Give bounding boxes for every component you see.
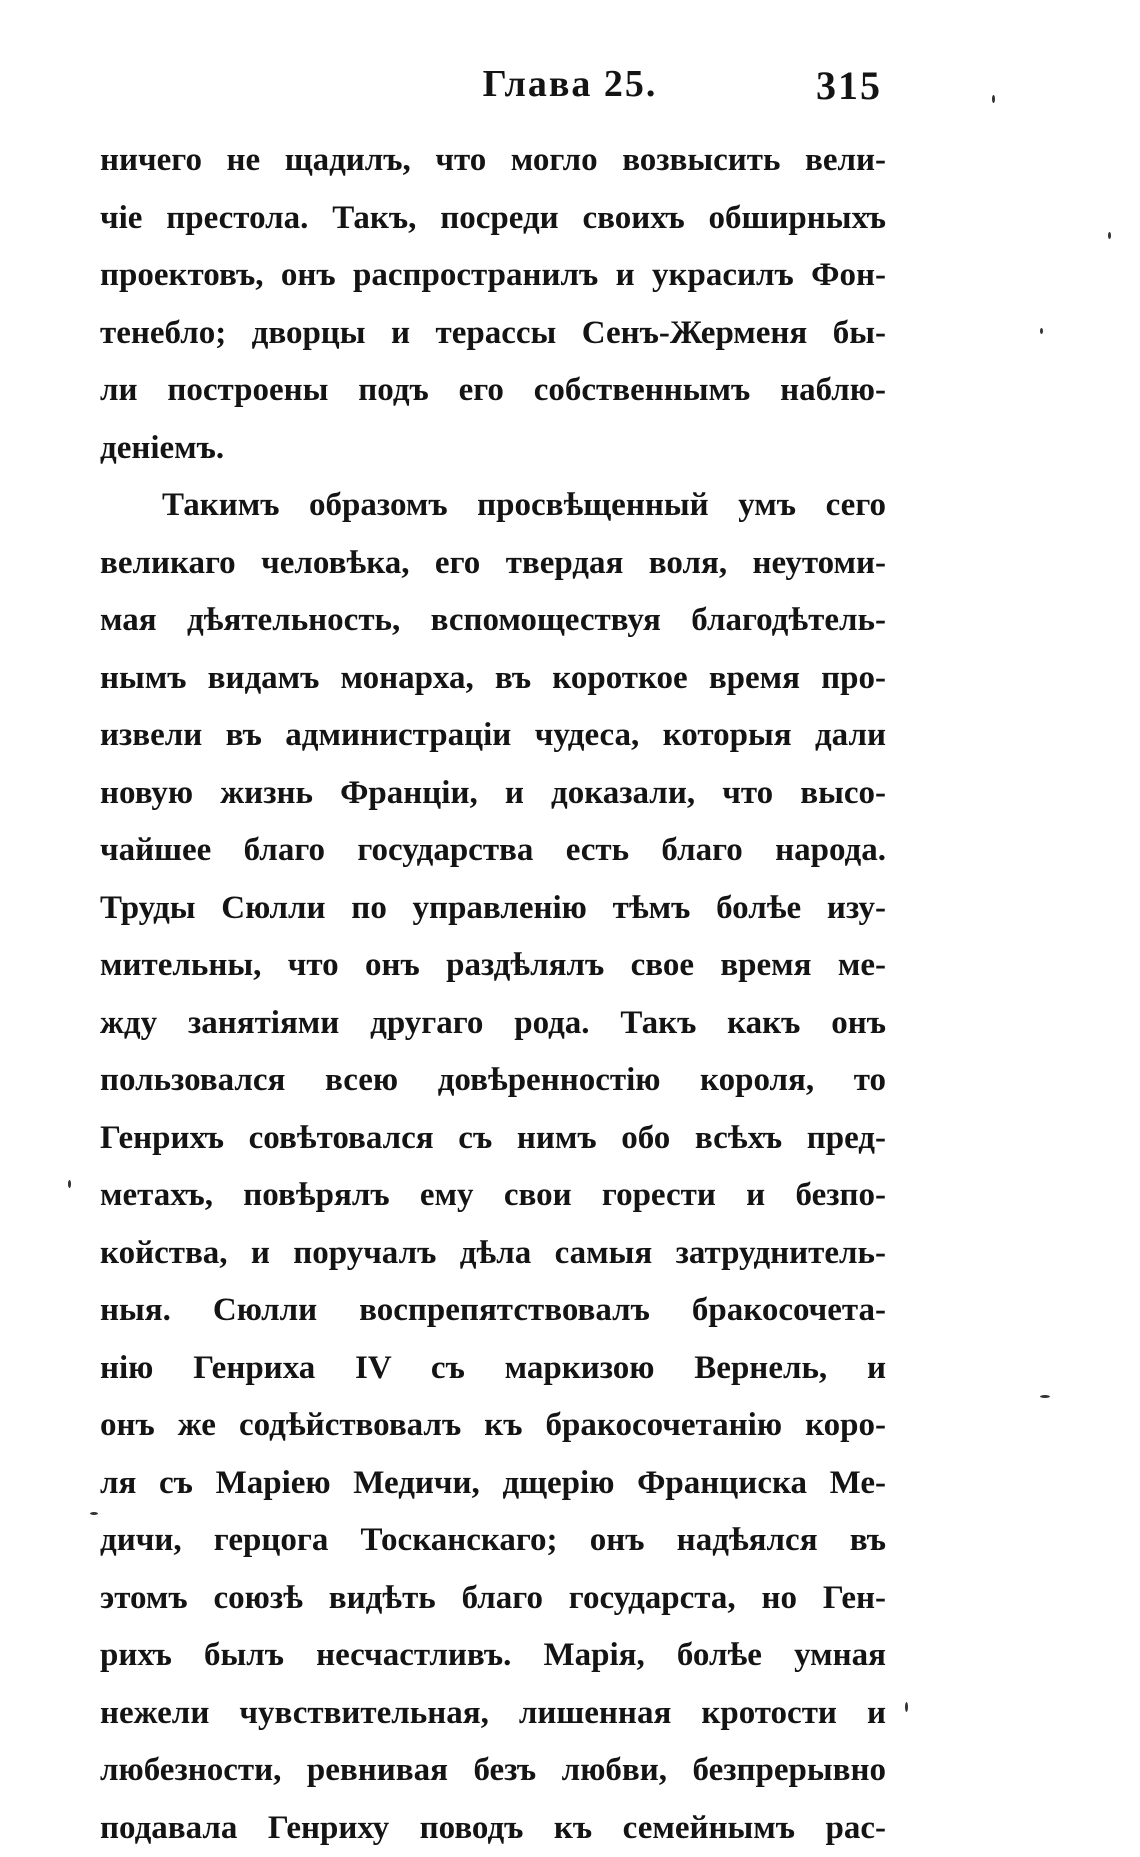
text-line: ли построены подъ его собственнымъ наблю- [100,362,886,420]
scan-speck [68,1180,71,1188]
text-line: Генрихъ совѣтовался съ нимъ обо всѣхъ пред- [100,1110,886,1168]
text-line: новую жизнь Франціи, и доказали, что высо- [100,765,886,823]
text-line: жду занятіями другаго рода. Такъ какъ онъ [100,995,886,1053]
chapter-title: Глава 25. [0,62,1140,106]
text-line: извели въ администраціи чудеса, которыя дали [100,707,886,765]
text-line: Такимъ образомъ просвѣщенный умъ сего [100,477,886,535]
scan-speck [1040,328,1043,334]
text-line: койства, и поручалъ дѣла самыя затруднитель- [100,1225,886,1283]
text-line: нію Генриха IV съ маркизою Вернель, и [100,1340,886,1398]
text-line: нежели чувствительная, лишенная кротости и [100,1685,886,1743]
text-line: этомъ союзѣ видѣть благо государста, но Ген- [100,1570,886,1628]
scan-speck [1108,232,1111,239]
text-line: проектовъ, онъ распространилъ и украсилъ Фон- [100,247,886,305]
text-line: пользовался всею довѣренностію короля, то [100,1052,886,1110]
page-number: 315 [816,62,882,109]
text-line: великаго человѣка, его твердая воля, неутоми- [100,535,886,593]
text-line: чіе престола. Такъ, посреди своихъ обширныхъ [100,190,886,248]
scan-speck [992,95,995,103]
text-line: тенебло; дворцы и терассы Сенъ-Жерменя бы- [100,305,886,363]
text-line: рихъ былъ несчастливъ. Марія, болѣе умная [100,1627,886,1685]
text-line: дичи, герцога Тосканскаго; онъ надѣялся въ [100,1512,886,1570]
text-line: чайшее благо государства есть благо народа. [100,822,886,880]
text-line: онъ же содѣйствовалъ къ бракосочетанію коро- [100,1397,886,1455]
text-line: подавала Генриху поводъ къ семейнымъ рас- [100,1800,886,1857]
scan-speck [90,1512,98,1515]
text-line: метахъ, повѣрялъ ему свои горести и безпо- [100,1167,886,1225]
text-line: любезности, ревнивая безъ любви, безпрерывно [100,1742,886,1800]
scan-speck [905,1702,908,1712]
text-line: ля съ Маріею Медичи, дщерію Франциска Ме- [100,1455,886,1513]
body-text [100,132,886,1857]
text-line: мительны, что онъ раздѣлялъ свое время ме- [100,937,886,995]
text-line: нымъ видамъ монарха, въ короткое время про- [100,650,886,708]
text-line: деніемъ. [100,420,886,478]
text-line: ничего не щадилъ, что могло возвысить вели- [100,132,886,190]
scan-speck [1040,1395,1050,1398]
text-line: мая дѣятельность, вспомоществуя благодѣтель- [100,592,886,650]
text-line: ныя. Сюлли воспрепятствовалъ бракосочета- [100,1282,886,1340]
running-head [0,62,1140,122]
text-line: Труды Сюлли по управленію тѣмъ болѣе изу- [100,880,886,938]
